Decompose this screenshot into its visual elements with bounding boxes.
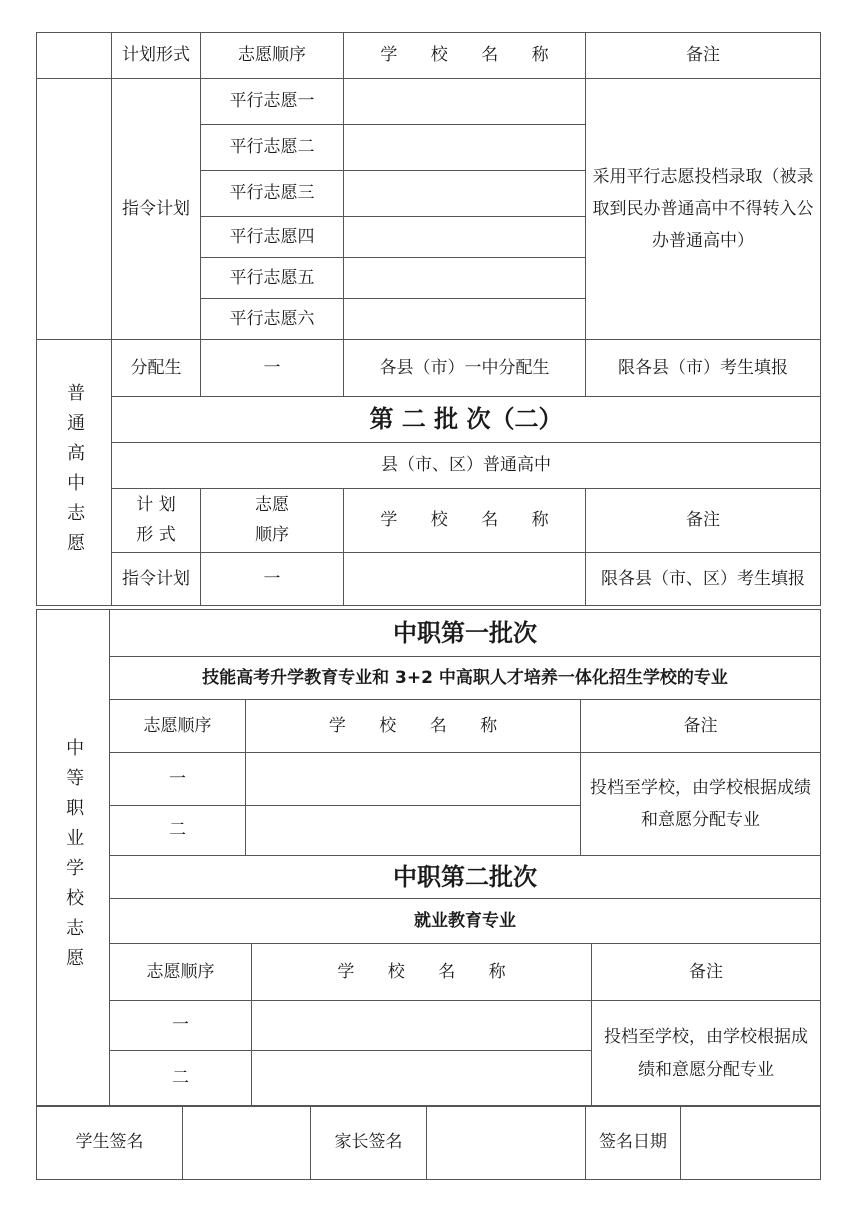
header-plan-type: 计划形式 xyxy=(112,33,201,79)
batch2-school-input[interactable] xyxy=(344,553,586,606)
parallel-choice-4: 平行志愿四 xyxy=(201,217,344,258)
voc-batch2-header-school: 学 校 名 称 xyxy=(252,944,592,1001)
voc-batch2-header-order: 志愿顺序 xyxy=(110,944,252,1001)
school-input-2[interactable] xyxy=(344,125,586,171)
voc-batch1-title: 中职第一批次 xyxy=(110,610,821,657)
voc-batch2-remark: 投档至学校，由学校根据成绩和意愿分配专业 xyxy=(592,1001,821,1107)
batch2-header-plan-line1: 计 划 xyxy=(136,494,176,515)
batch2-header-school: 学 校 名 称 xyxy=(344,489,586,553)
batch2-header-order xyxy=(201,489,344,553)
voc-batch2-header-remark: 备注 xyxy=(592,944,821,1001)
voc-batch1-subtitle: 技能高考升学教育专业和 3+2 中高职人才培养一体化招生学校的专业 xyxy=(110,657,821,700)
batch2-header-plan-line2: 形 式 xyxy=(136,524,176,545)
parallel-choice-1: 平行志愿一 xyxy=(201,79,344,125)
voc-batch1-header-school: 学 校 名 称 xyxy=(246,700,581,753)
batch2-header-plan xyxy=(112,489,201,553)
school-input-5[interactable] xyxy=(344,258,586,299)
school-input-1[interactable] xyxy=(344,79,586,125)
voc-batch1-school-input-1[interactable] xyxy=(246,753,581,806)
voc-batch2-order-2: 二 xyxy=(110,1051,252,1107)
voc-batch1-order-2: 二 xyxy=(110,806,246,856)
student-signature-label: 学生签名 xyxy=(37,1106,183,1180)
vocational-school-table xyxy=(36,609,821,1107)
header-remark: 备注 xyxy=(586,33,821,79)
command-plan-label: 指令计划 xyxy=(112,79,201,340)
signature-table xyxy=(36,1105,821,1180)
general-side-label: 普通高中志愿 xyxy=(37,340,112,606)
allocation-plan-label: 分配生 xyxy=(112,340,201,397)
batch2-header-order-line1: 志愿 xyxy=(255,494,289,515)
voc-batch1-remark: 投档至学校，由学校根据成绩和意愿分配专业 xyxy=(581,753,821,856)
vocational-side-label: 中等职业学校志愿 xyxy=(37,610,110,1107)
parallel-choice-5: 平行志愿五 xyxy=(201,258,344,299)
signature-date-label: 签名日期 xyxy=(586,1106,681,1180)
allocation-order: 一 xyxy=(201,340,344,397)
school-input-6[interactable] xyxy=(344,299,586,340)
header-school-name: 学 校 名 称 xyxy=(344,33,586,79)
batch2-plan: 指令计划 xyxy=(112,553,201,606)
corner-cell xyxy=(37,33,112,79)
voc-batch2-subtitle: 就业教育专业 xyxy=(110,899,821,944)
batch2-remark: 限各县（市、区）考生填报 xyxy=(586,553,821,606)
allocation-school: 各县（市）一中分配生 xyxy=(344,340,586,397)
batch2-subtitle: 县（市、区）普通高中 xyxy=(112,443,821,489)
voc-batch2-order-1: 一 xyxy=(110,1001,252,1051)
voc-batch1-order-1: 一 xyxy=(110,753,246,806)
parallel-choice-3: 平行志愿三 xyxy=(201,171,344,217)
batch2-order: 一 xyxy=(201,553,344,606)
command-plan-remark: 采用平行志愿投档录取（被录取到民办普通高中不得转入公办普通高中） xyxy=(586,79,821,340)
header-choice-order: 志愿顺序 xyxy=(201,33,344,79)
batch2-title: 第 二 批 次（二） xyxy=(112,397,821,443)
parallel-choice-6: 平行志愿六 xyxy=(201,299,344,340)
voc-batch1-header-order: 志愿顺序 xyxy=(110,700,246,753)
batch2-header-order-line2: 顺序 xyxy=(255,524,289,545)
signature-date-field[interactable] xyxy=(681,1106,821,1180)
parallel-choice-2: 平行志愿二 xyxy=(201,125,344,171)
parent-signature-field[interactable] xyxy=(427,1106,586,1180)
student-signature-field[interactable] xyxy=(183,1106,311,1180)
parent-signature-label: 家长签名 xyxy=(311,1106,427,1180)
voc-batch2-school-input-2[interactable] xyxy=(252,1051,592,1107)
batch2-header-remark: 备注 xyxy=(586,489,821,553)
general-high-school-table xyxy=(36,32,821,606)
school-input-4[interactable] xyxy=(344,217,586,258)
voc-batch1-school-input-2[interactable] xyxy=(246,806,581,856)
voc-batch1-header-remark: 备注 xyxy=(581,700,821,753)
blank-side-cell xyxy=(37,79,112,340)
voc-batch2-title: 中职第二批次 xyxy=(110,856,821,899)
allocation-remark: 限各县（市）考生填报 xyxy=(586,340,821,397)
voc-batch2-school-input-1[interactable] xyxy=(252,1001,592,1051)
school-input-3[interactable] xyxy=(344,171,586,217)
